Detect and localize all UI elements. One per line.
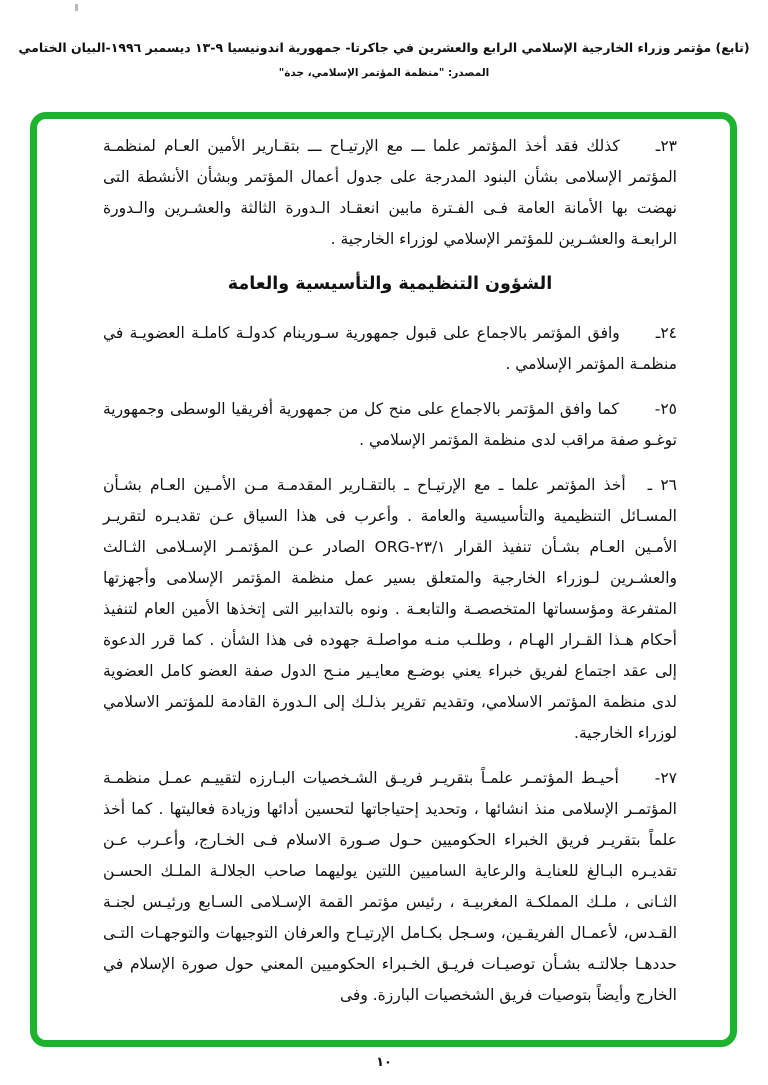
item-text: وافق المؤتمر بالاجماع على قبول جمهورية سـورينام كدولـة كاملـة العضويـة في منظمـة المؤتمر الإسلامي .	[103, 324, 677, 373]
item-text: أخذ المؤتمر علما ـ مع الإرتيـاح ـ بالتقـارير المقدمـة مـن الأمـين العـام بشـأن المسـائل التنظيمية والتأسيسية والعامة . وأعرب فى هذا السياق عـن تقديـره لتقريـر الأمـين العـام بشـأن تنفيذ القرار ‪ORG-٢٣/١‬ الصادر عـن المؤتمـر الإسـلامى الثـالث والعشـرين لـوزراء الخارجية والمتعلق بسير عمل منظمة المؤتمر الإسلامى وأجهزتها المتفرعة ومؤسساتها المتخصصـة والتابعـة . ونوه بالتدابير التى إتخذها الأمين العام لتنفيذ أحكام هـذا القـرار الهـام ، وطلـب منـه مواصلـة جهوده فى هذا الشأن . كما قرر الدعوة إلى عقد اجتماع لفريق خبراء يعني بوضـع معايـير منـح الدول صفة العضو كامل العضوية لدى منظمة المؤتمر الاسلامي، وتقديم تقرير بذلـك إلى الـدورة القادمة للمؤتمر الاسلامي لوزراء الخارجية.	[103, 476, 677, 742]
paragraph-item-23	[103, 131, 677, 255]
document-header	[0, 40, 768, 79]
item-number: ٢٤ـ	[655, 324, 677, 342]
header-title-line: (تابع) مؤتمر وزراء الخارجية الإسلامي الرابع والعشرين في جاكرتا- جمهورية اندونيسيا ٩-١٣ ديسمبر ١٩٩٦-البيان الختامي	[18, 40, 750, 55]
header-source-line: المصدر: "منظمة المؤتمر الإسلامي، جدة"	[278, 67, 490, 79]
paragraph-item-25	[103, 394, 677, 456]
scan-artifact-mark	[75, 4, 78, 11]
item-text: كذلك فقد أخذ المؤتمر علما ـــ مع الإرتيـاح ـــ بتقـارير الأمين العـام لمنظمـة المؤتمر الإسلامى بشأن البنود المدرجة على جدول أعمال المؤتمر وبشأن الأنشطة التى نهضت بها الأمانة العامة فـى الفـترة مابين انعقـاد الـدورة الثالثة والعشـرين والـدورة الرابعـة والعشـرين للمؤتمر الإسلامي لوزراء الخارجية .	[103, 137, 677, 248]
paragraph-item-24	[103, 318, 677, 380]
item-number: ٢٦ ـ	[647, 476, 677, 494]
item-number: ٢٣ـ	[655, 137, 677, 155]
document-body	[37, 119, 730, 1040]
item-number: ٢٧-	[654, 769, 677, 787]
item-number: ٢٥-	[654, 400, 677, 418]
page-number: ١٠	[376, 1055, 392, 1070]
highlight-border-box	[30, 112, 737, 1047]
item-text: كما وافق المؤتمر بالاجماع على منح كل من جمهورية أفريقيا الوسطى وجمهورية توغـو صفة مراقب لدى منظمة المؤتمر الإسلامي .	[103, 400, 677, 449]
paragraph-item-27	[103, 763, 677, 1011]
section-heading: الشؤون التنظيمية والتأسيسية والعامة	[227, 274, 553, 294]
item-text: أحيـط المؤتمـر علمـاً بتقريـر فريـق الشـخصيات البـارزه لتقييـم عمـل منظمـة المؤتمـر الإسلامى منذ انشائها ، وتحديد إحتياجاتها لتحسين أدائها وزيادة فعاليتها . كما أخذ علماً بتقريـر فريق الخبراء الحكوميين حـول صـورة الاسلام فـى الخـارج، وأعـرب عـن تقديـره البـالغ للعنايـة والرعاية الساميين اللتين يوليهما صاحب الجلالـة الملـك الحسـن الثـانى ، ملـك المملكـة المغربيـة ، رئيس مؤتمر القمة الإسـلامى السـابع ورئيـس لجنـة القـدس، لأعمـال الفريقـين، وسـجل بكـامل الإرتيـاح والعرفان التوجيهات والتوجهـات التـى حددهـا جلالتـه بشـأن توصيـات فريـق الخـبراء الحكوميين المعني حول صورة الإسلام في الخارج وأيضاً بتوصيات فريق الشخصيات البارزة. وفى	[103, 769, 677, 1004]
paragraph-item-26	[103, 470, 677, 749]
